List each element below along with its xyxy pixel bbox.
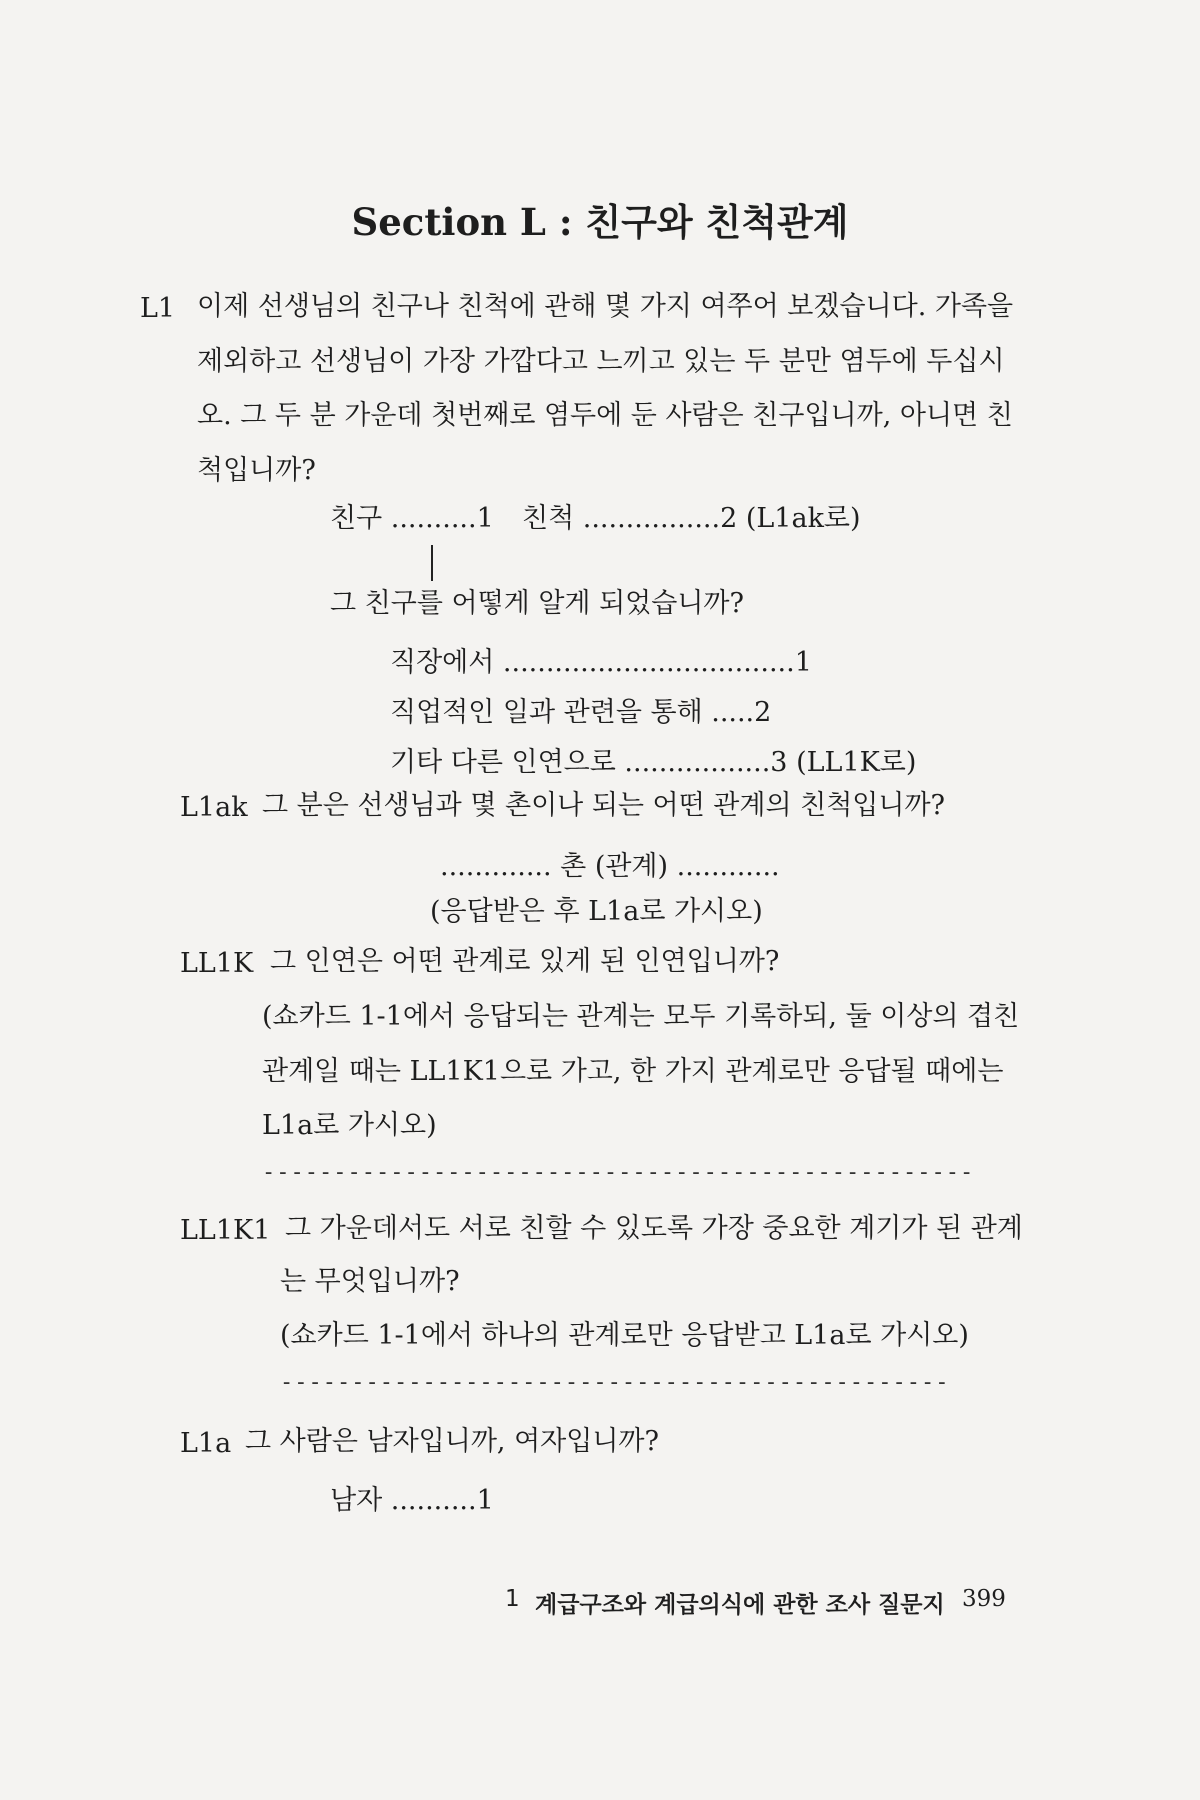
footer-chapter-number: 1 [505,1586,520,1612]
sub-option-workplace: 직장에서 ..................................1 [390,647,812,678]
section-title: Section L : 친구와 친척관계 [351,200,849,244]
ll1k-instruction-line-1: (쇼카드 1-1에서 응답되는 관계는 모두 기록하되, 둘 이상의 겹친 [262,1001,1020,1032]
question-code-l1a: L1a [180,1428,232,1459]
question-code-l1: L1 [140,293,176,324]
question-code-ll1k1: LL1K1 [180,1215,271,1246]
ll1k-answer-dashes: -------------------------------------------------- [262,1160,975,1185]
question-l1ak: 그 분은 선생님과 몇 촌이나 되는 어떤 관계의 친척입니까? [262,790,946,821]
page-number: 399 [962,1586,1006,1612]
branch-connector-line [431,545,433,581]
ll1k1-instruction: (쇼카드 1-1에서 하나의 관계로만 응답받고 L1a로 가시오) [280,1320,969,1351]
question-l1-line-3: 오. 그 두 분 가운데 첫번째로 염두에 둔 사람은 친구입니까, 아니면 친 [197,400,1013,431]
sub-option-professional: 직업적인 일과 관련을 통해 .....2 [390,697,772,728]
followup-question: 그 친구를 어떻게 알게 되었습니까? [330,588,744,619]
l1ak-instruction: (응답받은 후 L1a로 가시오) [430,896,763,927]
question-l1-line-2: 제외하고 선생님이 가장 가깝다고 느끼고 있는 두 분만 염두에 두십시 [197,346,1005,377]
ll1k1-answer-dashes: ----------------------------------------------- [280,1370,950,1395]
question-ll1k: 그 인연은 어떤 관계로 있게 된 인연입니까? [270,946,780,977]
question-ll1k1-line-2: 는 무엇입니까? [280,1266,460,1297]
question-ll1k1-line-1: 그 가운데서도 서로 친할 수 있도록 가장 중요한 계기가 된 관계 [285,1213,1023,1244]
question-l1a: 그 사람은 남자입니까, 여자입니까? [245,1426,659,1457]
ll1k-instruction-line-3: L1a로 가시오) [262,1110,437,1141]
ll1k-instruction-line-2: 관계일 때는 LL1K1으로 가고, 한 가지 관계로만 응답될 때에는 [262,1056,1004,1087]
question-l1-line-1: 이제 선생님의 친구나 친척에 관해 몇 가지 여쭈어 보겠습니다. 가족을 [197,291,1014,322]
sub-option-other: 기타 다른 인연으로 .................3 (LL1K로) [390,747,917,778]
option-friend: 친구 ..........1 [330,503,494,534]
option-relative: 친척 ................2 (L1ak로) [522,503,861,534]
option-male: 남자 ..........1 [330,1485,494,1516]
kinship-answer-line: ............. 촌 (관계) ............ [440,851,780,882]
question-code-ll1k: LL1K [180,948,254,979]
question-code-l1ak: L1ak [180,792,248,823]
footer-chapter-title: 계급구조와 계급의식에 관한 조사 질문지 [535,1592,945,1618]
question-l1-line-4: 척입니까? [197,455,316,486]
